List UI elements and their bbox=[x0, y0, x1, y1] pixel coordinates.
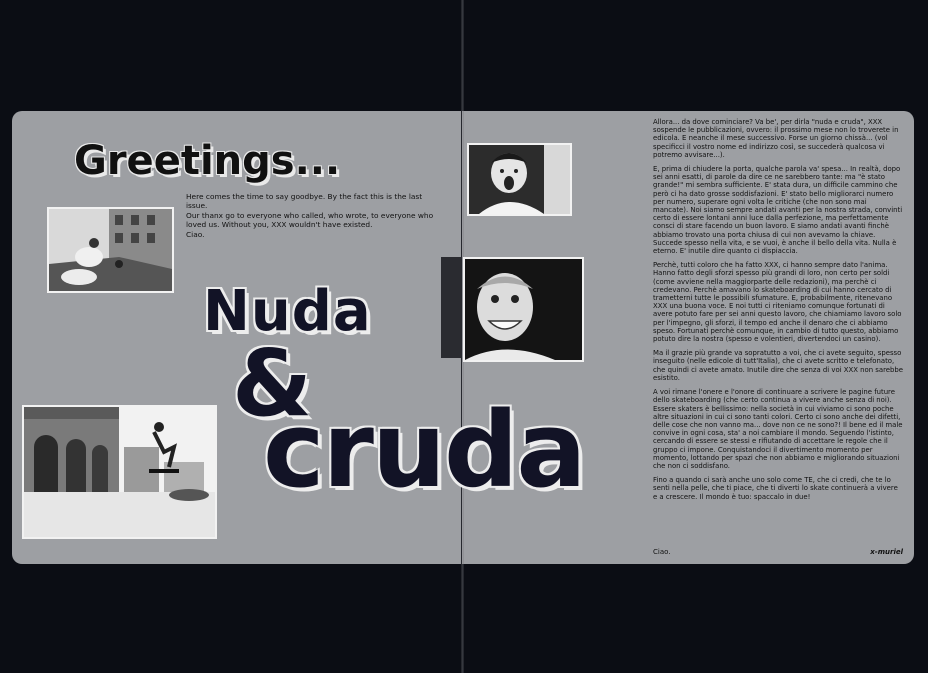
editorial-paragraph: Allora... da dove cominciare? Va be', per dirla "nuda e cruda", XXX sospende le pubblicazioni, ovvero: il prossimo mese non lo troverete in edicola. E neanche il mese successivo. Forse un giorno chissà... (vol specificci il vostro nome ed indirizzo così, se succederà qualcosa vi potremo avvisare...). bbox=[653, 118, 899, 159]
intro-line: Here comes the time to say goodbye. By the fact this is the last issue. bbox=[186, 192, 423, 211]
editorial-paragraph: E, prima di chiudere la porta, qualche parola va' spesa... In realtà, dopo sei anni esatti, di parole da dire ce ne sarebbero tante: ma "è stato grande!" mi sembra sufficiente. E' stata dura, un difficile cammino che però ci ha dato grosse soddisfazioni. E' stato bello migliorarci numero per numero, superare ogni volta le critiche (che non sono mai mancate). Noi siamo sempre andati avanti per la nostra strada, convinti certo di essere lontani anni luce dalla perfezione, ma perfettamente consci di stare facendo un buon lavoro. E siamo andati avanti finchè abbiamo trovato una porta chiusa di cui non avevamo la chiave. Succede spesso nella vita, e se vuoi, è anche il bello della vita. Nulla è eterno. E' inutile dire quanto ci dispiaccia. bbox=[653, 165, 903, 256]
editorial-paragraph: Fino a quando ci sarà anche uno solo come TE, che ci credi, che te lo senti nella pelle, che ti piace, che ti diverti lo skate continuerà a vivere e a crescere. Il mondo è tuo: spaccalo in due! bbox=[653, 476, 898, 501]
intro-line: Ciao. bbox=[186, 229, 205, 239]
skater-street-photo bbox=[22, 405, 217, 539]
editorial-text bbox=[653, 118, 903, 507]
photo-spillover bbox=[441, 257, 461, 358]
headline-nuda: Nuda bbox=[203, 279, 372, 344]
skater-group-photo bbox=[47, 207, 174, 293]
intro-text bbox=[186, 192, 441, 239]
author-name: x-muriel bbox=[870, 548, 903, 556]
closing-text: Ciao. bbox=[653, 548, 671, 556]
greetings-title: Greetings... bbox=[74, 138, 341, 184]
screaming-skater-photo bbox=[467, 143, 572, 216]
headline-ampersand: & bbox=[232, 330, 313, 437]
signature-line bbox=[653, 548, 903, 556]
editorial-paragraph: A voi rimane l'onere e l'onore di continuare a scrivere le pagine future dello skateboarding (che certo continua a vivere anche senza di noi). Essere skaters è bellissimo: nella società in cui viviamo ci sono poche altre situazioni in cui ci sono tanti colori. Certo ci sono anche dei difetti, delle cose che non vanno ma... dove non ce ne sono?! Il bene ed il male convive in ogni cosa, sta' a noi cambiare il mondo. Seguendo l'istinto, cercando di essere se stessi e rifiutando di accettare le regole che il gruppo ci impone. Conquistandoci il divertimento momento per momento, lottando per spazi che non abbiamo e migliorando situazioni che non ci soddisfano. bbox=[653, 388, 903, 470]
editorial-paragraph: Perchè, tutti coloro che ha fatto XXX, ci hanno sempre dato l'anima. Hanno fatto degli sforzi spesso più grandi di loro, non certo per soldi (come avviene nella maggiorparte delle redazioni), ma perchè ci credevano. Perchè amavano lo skateboarding di cui hanno cercato di trametterni tutte le possibili sfumature. E, probabilmente, ritenevano XXX una buona voce. E noi tutti ci riteniamo comunque fortunati di avere potuto fare per sei anni questo lavoro, che chiamiamo lavoro solo per l'impegno, gli sforzi, il tempo ed anche il denaro che ci abbiamo speso. Fortunati perchè comunque, in cambio di tutto questo, abbiamo potuto dire la nostra (spesso e volentieri, divertendoci un casino). bbox=[653, 261, 902, 344]
headline-cruda: cruda bbox=[263, 389, 585, 511]
grinning-skater-photo bbox=[463, 257, 584, 362]
editorial-paragraph: Ma il grazie più grande va sopratutto a voi, che ci avete seguito, spesso inseguito (nelle edicole di tutt'Italia), che ci avete scritto e telefonato, che quindi ci avete amato. Inutile dire che senza di voi XXX non sarebbe esistito. bbox=[653, 349, 904, 382]
intro-line: Our thanx go to everyone who called, who wrote, to everyone who loved us. Without you, XXX wouldn't have existed. bbox=[186, 210, 434, 230]
